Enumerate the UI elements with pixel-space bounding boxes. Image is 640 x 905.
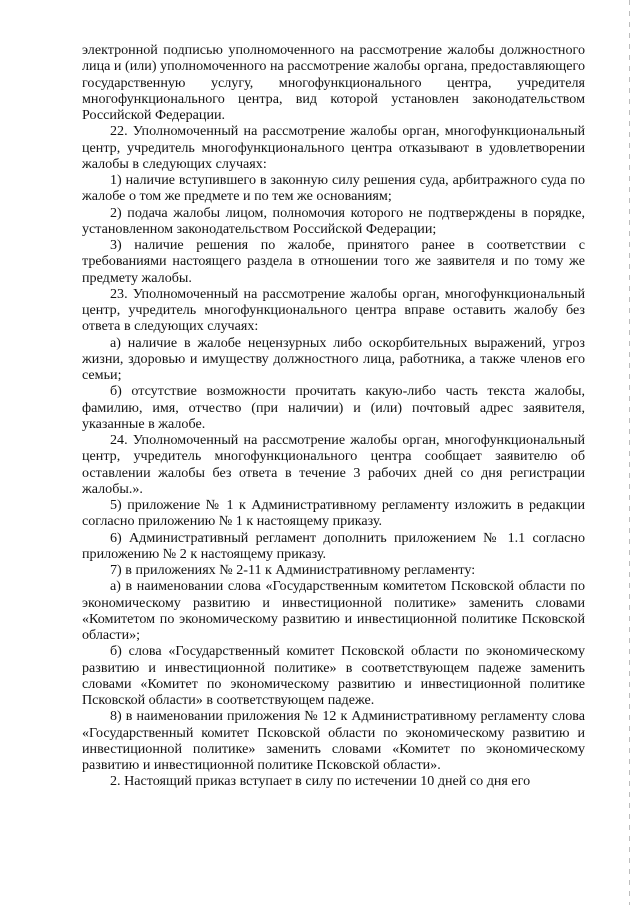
list-item-23-b: б) отсутствие возможности прочитать какую-либо часть текста жалобы, фамилию, имя, отчество (при наличии) и (или) почтовый адрес заявителя, указанные в жалобе. (82, 383, 585, 432)
amendment-item-6: 6) Административный регламент дополнить приложением № 1.1 согласно приложению № 2 к настоящему приказу. (82, 529, 585, 562)
paragraph-22: 22. Уполномоченный на рассмотрение жалобы орган, многофункциональный центр, учредитель многофункционального центра отказывают в удовлетворении жалобы в следующих случаях: (82, 123, 585, 172)
list-item-22-3: 3) наличие решения по жалобе, принятого ранее в соответствии с требованиями настоящего раздела в отношении того же заявителя и по тому же предмету жалобы. (82, 237, 585, 286)
amendment-item-7-a: а) в наименовании слова «Государственным комитетом Псковской области по экономическому развитию и инвестиционной политике» заменить словами «Комитетом по экономическому развитию и инвестиционной политике Псковской области»; (82, 578, 585, 643)
list-item-22-1: 1) наличие вступившего в законную силу решения суда, арбитражного суда по жалобе о том же предмете и по тем же основаниям; (82, 172, 585, 205)
amendment-item-5: 5) приложение № 1 к Административному регламенту изложить в редакции согласно приложению № 1 к настоящему приказу. (82, 497, 585, 530)
document-body (82, 42, 585, 790)
paragraph-24: 24. Уполномоченный на рассмотрение жалобы орган, многофункциональный центр, учредитель многофункционального центра сообщает заявителю об оставлении жалобы без ответа в течение 3 рабочих дней со дня регистрации жалобы.». (82, 432, 585, 497)
amendment-item-8: 8) в наименовании приложения № 12 к Административному регламенту слова «Государственный комитет Псковской области по экономическому развитию и инвестиционной политике» заменить словами «Комитет по экономическому развитию и инвестиционной политике Псковской области». (82, 708, 585, 773)
scan-edge-artifact (629, 0, 630, 905)
order-clause-2: 2. Настоящий приказ вступает в силу по истечении 10 дней со дня его (110, 773, 531, 790)
paragraph-23: 23. Уполномоченный на рассмотрение жалобы орган, многофункциональный центр, учредитель многофункционального центра вправе оставить жалобу без ответа в следующих случаях: (82, 285, 585, 335)
paragraph-signature-continuation: электронной подписью уполномоченного на рассмотрение жалобы должностного лица и (или) уполномоченного на рассмотрение жалобы органа, предоставляющего государственную услугу, многофункционального центра, учредителя многофункционального центра, вид которой установлен законодательством Российской Федерации. (82, 42, 585, 123)
amendment-item-7-b: б) слова «Государственный комитет Псковской области по экономическому развитию и инвестиционной политике» в соответствующем падеже заменить словами «Комитет по экономическому развитию и инвестиционной политике Псковской области» в соответствующем падеже. (82, 643, 585, 708)
list-item-22-2: 2) подача жалобы лицом, полномочия которого не подтверждены в порядке, установленном законодательством Российской Федерации; (82, 204, 585, 237)
list-item-23-a: а) наличие в жалобе нецензурных либо оскорбительных выражений, угроз жизни, здоровью и имуществу должностного лица, работника, а также членов его семьи; (82, 334, 585, 383)
amendment-item-7: 7) в приложениях № 2-11 к Административному регламенту: (110, 562, 476, 578)
